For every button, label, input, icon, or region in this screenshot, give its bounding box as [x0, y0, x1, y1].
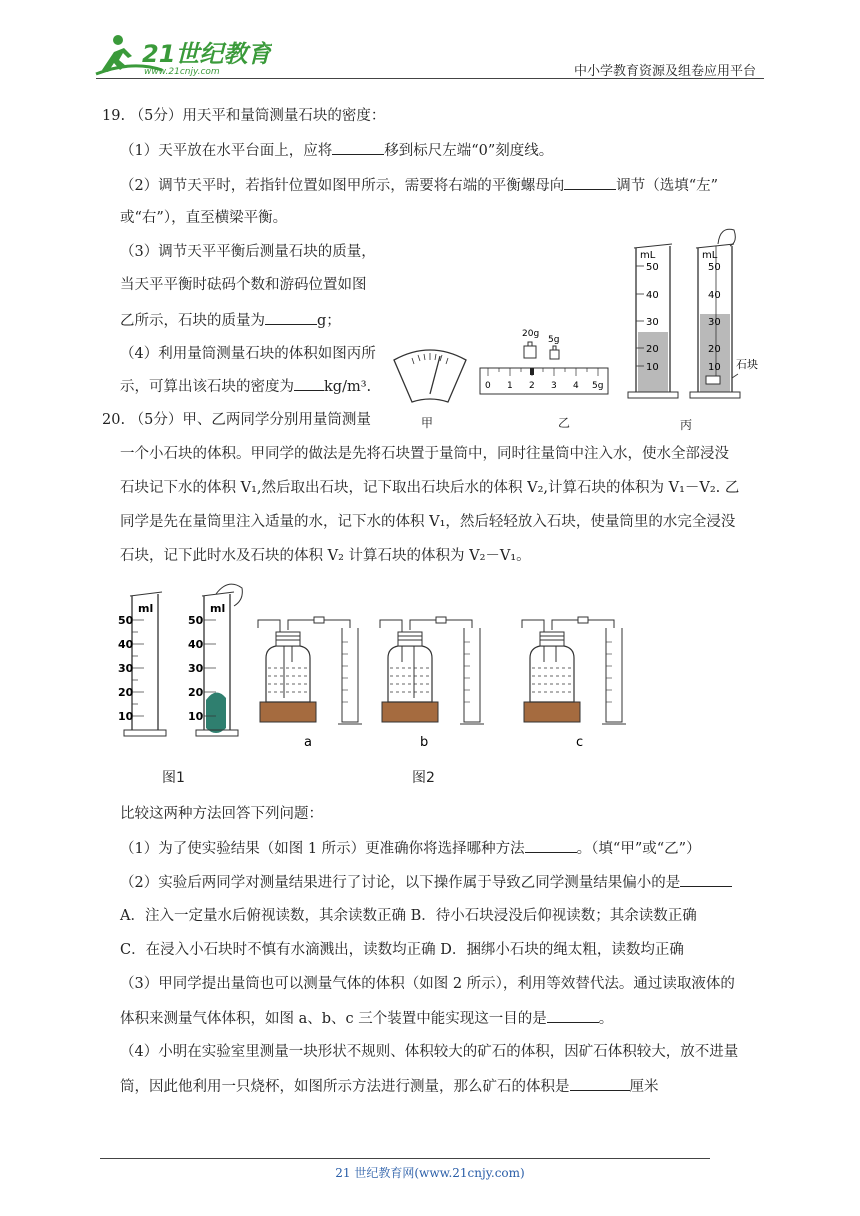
q20-sub2: （2）实验后两同学对测量结果进行了讨论，以下操作属于导致乙同学测量结果偏小的是 [120, 872, 732, 893]
svg-text:50: 50 [708, 262, 721, 273]
svg-text:0: 0 [485, 381, 491, 391]
answer-blank[interactable] [265, 310, 317, 325]
weight-5g-icon [550, 346, 559, 359]
balance-pointer-figure [390, 340, 470, 410]
logo [92, 30, 272, 80]
q19-title: 19. （5分）用天平和量筒测量石块的密度： [102, 108, 386, 124]
svg-text:50: 50 [118, 614, 134, 627]
q19-part2: （2）调节天平时，若指针位置如图甲所示，需要将右端的平衡螺母向 调节（选填“左” [120, 175, 718, 196]
svg-text:5g: 5g [592, 381, 604, 391]
svg-text:10: 10 [708, 362, 721, 373]
q20-text-2: 石块记下水的体积 V₁,然后取出石块，记下取出石块后水的体积 V₂,计算石块的体积为 V₁－V₂. 乙 [120, 480, 740, 496]
cylinder-after [690, 229, 758, 398]
svg-text:ml: ml [138, 602, 154, 615]
q19-part4-a: （4）利用量筒测量石块的体积如图丙所 [120, 346, 376, 362]
figure-1-cylinders [118, 582, 248, 742]
q20-options-cd: C．在浸入小石块时不慎有水滴溅出，读数均正确 D．捆绑小石块的绳太粗，读数均正确 [120, 942, 684, 958]
svg-text:10: 10 [188, 710, 204, 723]
cylinder-2 [188, 584, 242, 736]
q19-part3-c: 乙所示，石块的质量为 g； [120, 310, 341, 331]
label-yi: 乙 [558, 416, 571, 430]
label-a: a [304, 735, 312, 750]
svg-text:1: 1 [507, 381, 513, 391]
footer-text: 21 世纪教育网(www.21cnjy.com) [335, 1166, 525, 1180]
answer-blank[interactable] [564, 175, 616, 190]
q19-part3-a: （3）调节天平平衡后测量石块的质量， [120, 244, 376, 260]
q20-text-1: 一个小石块的体积。甲同学的做法是先将石块置于量筒中，同时往量筒中注入水，使水全部浸没 [120, 446, 729, 462]
label-b: b [420, 735, 429, 750]
rider [530, 368, 534, 375]
stone-in-water-icon [206, 692, 226, 733]
q19-part1: （1）天平放在水平台面上，应将 移到标尺左端“0”刻度线。 [120, 140, 553, 161]
label-jia: 甲 [421, 416, 434, 430]
svg-text:30: 30 [188, 662, 204, 675]
q20-sub3-a: （3）甲同学提出量筒也可以测量气体的体积（如图 2 所示），利用等效替代法。通过读取液体的 [120, 976, 735, 992]
q19-part4-b: 示，可算出该石块的密度为 kg/m³. [120, 376, 371, 397]
svg-text:40: 40 [188, 638, 204, 651]
figure-2-apparatus [250, 612, 650, 752]
q20-sub3-b: 体积来测量气体体积，如图 a、b、c 三个装置中能实现这一目的是 。 [120, 1008, 613, 1029]
q19-part2-cont: 或“右”），直至横梁平衡。 [120, 210, 288, 226]
svg-text:20: 20 [188, 686, 204, 699]
weight-20g-icon [524, 342, 536, 358]
svg-text:40: 40 [708, 290, 721, 301]
q20-intro: 比较这两种方法回答下列问题： [120, 806, 323, 822]
answer-blank[interactable] [525, 838, 577, 853]
label-fig2: 图2 [412, 770, 435, 786]
svg-text:30: 30 [708, 317, 721, 328]
svg-text:50: 50 [188, 614, 204, 627]
answer-blank[interactable] [570, 1076, 630, 1091]
label-bing: 丙 [680, 418, 693, 432]
svg-text:5g: 5g [548, 335, 560, 345]
q20-sub4-a: （4）小明在实验室里测量一块形状不规则、体积较大的矿石的体积，因矿石体积较大，放不进量 [120, 1044, 739, 1060]
apparatus-b [380, 617, 484, 724]
svg-text:20g: 20g [522, 329, 540, 339]
q20-sub4-b: 筒，因此他利用一只烧杯，如图所示方法进行测量，那么矿石的体积是 厘米 [120, 1076, 659, 1097]
svg-text:30: 30 [646, 317, 659, 328]
svg-text:20: 20 [708, 344, 721, 355]
apparatus-c [522, 617, 626, 724]
svg-text:mL: mL [702, 250, 718, 261]
label-c: c [576, 735, 584, 750]
pointer [430, 356, 440, 394]
svg-text:20: 20 [646, 344, 659, 355]
cylinders-figure-bing [622, 228, 772, 400]
svg-text:10: 10 [118, 710, 134, 723]
apparatus-a [258, 617, 362, 724]
q20-text-3: 同学是先在量筒里注入适量的水，记下水的体积 V₁，然后轻轻放入石块，使量筒里的水完全浸没 [120, 514, 736, 530]
svg-text:50: 50 [646, 262, 659, 273]
svg-text:20: 20 [118, 686, 134, 699]
svg-text:4: 4 [573, 381, 579, 391]
weights-ruler-figure [478, 326, 613, 398]
svg-text:ml: ml [210, 602, 226, 615]
q20-text-4: 石块，记下此时水及石块的体积 V₂ 计算石块的体积为 V₂－V₁。 [120, 548, 531, 564]
answer-blank[interactable] [294, 376, 324, 391]
stone-icon [706, 376, 720, 384]
answer-blank[interactable] [332, 140, 384, 155]
svg-text:mL: mL [640, 250, 656, 261]
cylinder-before [628, 244, 678, 398]
q20-title: 20. （5分）甲、乙两同学分别用量筒测量 [102, 412, 371, 428]
header-platform-text: 中小学教育资源及组卷应用平台 [573, 64, 756, 79]
q20-sub1: （1）为了使实验结果（如图 1 所示）更准确你将选择哪种方法 。（填“甲”或“乙”） [120, 838, 701, 859]
svg-text:40: 40 [646, 290, 659, 301]
header-rule [96, 78, 764, 79]
svg-text:40: 40 [118, 638, 134, 651]
footer-rule [100, 1158, 710, 1159]
logo-url: www.21cnjy.com [144, 67, 220, 77]
answer-blank[interactable] [547, 1008, 599, 1023]
cylinder-1 [118, 592, 166, 736]
q19-part3-b: 当天平平衡时砝码个数和游码位置如图 [120, 277, 367, 293]
label-fig1: 图1 [162, 770, 185, 786]
svg-text:10: 10 [646, 362, 659, 373]
svg-text:30: 30 [118, 662, 134, 675]
svg-text:2: 2 [529, 381, 535, 391]
answer-blank[interactable] [680, 872, 732, 887]
svg-text:3: 3 [551, 381, 557, 391]
logo-title: 21世纪教育 [142, 40, 272, 68]
q20-options-ab: A．注入一定量水后俯视读数，其余读数正确 B．待小石块浸没后仰视读数；其余读数正确 [120, 908, 697, 924]
svg-text:石块: 石块 [736, 358, 758, 371]
